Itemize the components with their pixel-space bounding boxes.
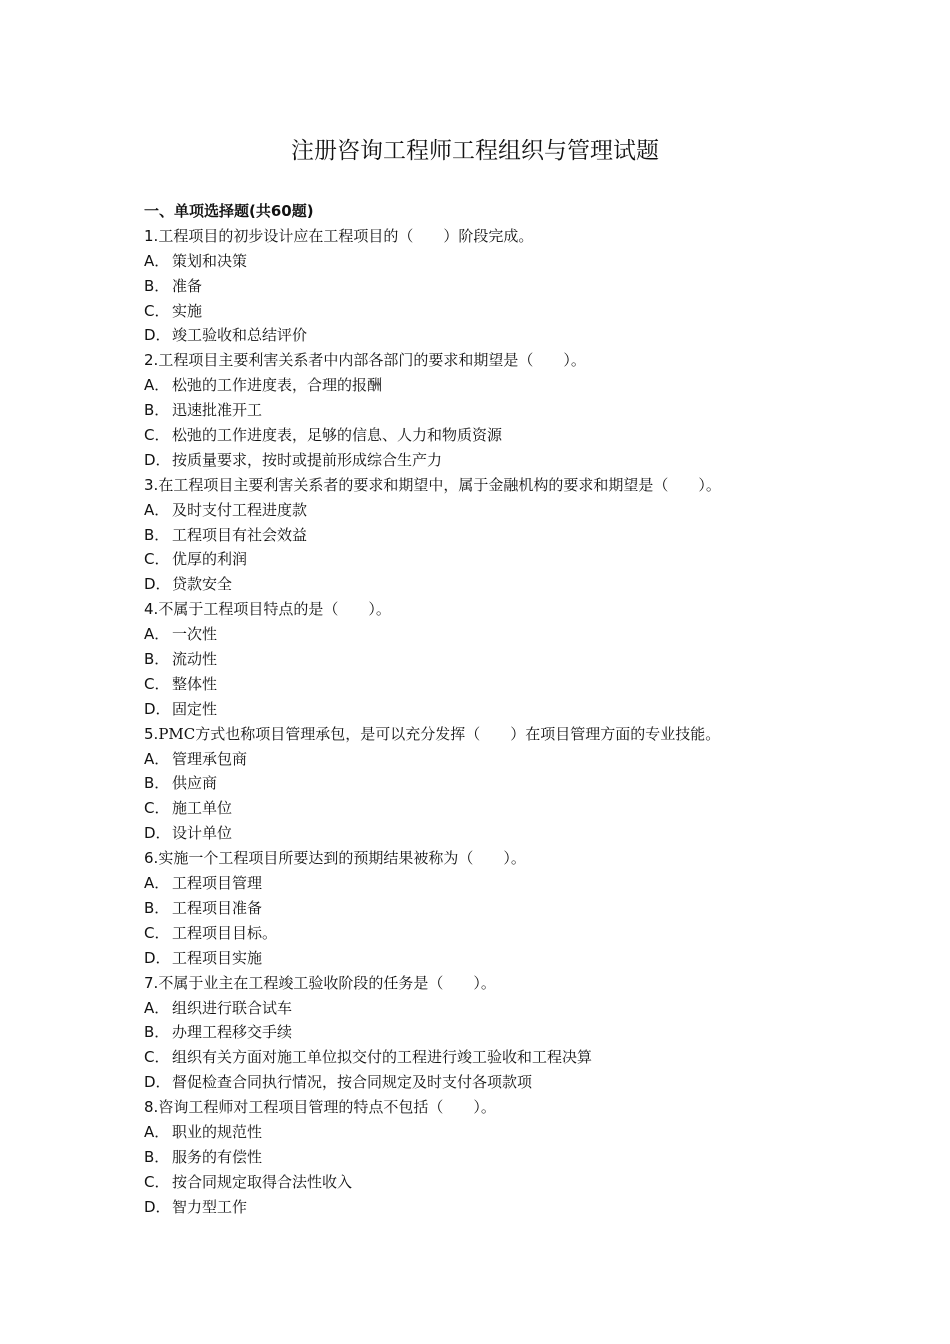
answer-option: [144, 498, 844, 523]
question-text: 在工程项目主要利害关系者的要求和期望中，属于金融机构的要求和期望是（ ）。: [158, 475, 721, 494]
option-letter: C．: [144, 426, 170, 445]
option-text: 智力型工作: [172, 1197, 248, 1216]
answer-option: [144, 274, 844, 299]
question-number: 1.: [144, 226, 159, 245]
option-letter: C．: [144, 1048, 170, 1067]
answer-option: [144, 622, 844, 647]
option-letter: B．: [144, 898, 170, 917]
option-letter: D．: [144, 575, 171, 594]
option-letter: D．: [144, 1073, 171, 1092]
question-stem: [144, 224, 844, 249]
option-text: 工程项目目标。: [172, 923, 278, 942]
answer-option: [144, 871, 844, 896]
option-letter: C．: [144, 674, 170, 693]
option-letter: D．: [144, 1197, 171, 1216]
option-text: 松弛的工作进度表，合理的报酬: [172, 376, 383, 395]
answer-option: [144, 996, 844, 1021]
option-text: 设计单位: [172, 824, 233, 843]
answer-option: [144, 921, 844, 946]
option-text: 组织进行联合试车: [172, 998, 293, 1017]
option-text: 办理工程移交手续: [172, 1023, 293, 1042]
option-letter: C．: [144, 1172, 170, 1191]
option-letter: A．: [144, 500, 170, 519]
option-text: 策划和决策: [172, 251, 248, 270]
option-text: 管理承包商: [172, 749, 248, 768]
answer-option: [144, 323, 844, 348]
document-body: [144, 199, 844, 1220]
option-letter: C．: [144, 550, 170, 569]
option-letter: C．: [144, 923, 170, 942]
answer-option: [144, 373, 844, 398]
question-number: 3.: [144, 475, 159, 494]
answer-option: [144, 747, 844, 772]
option-text: 及时支付工程进度款: [172, 500, 308, 519]
option-text: 按质量要求，按时或提前形成综合生产力: [172, 450, 443, 469]
question-text: 工程项目主要利害关系者中内部各部门的要求和期望是（ ）。: [158, 351, 586, 370]
option-text: 服务的有偿性: [172, 1147, 263, 1166]
option-letter: A．: [144, 625, 170, 644]
answer-option: [144, 1145, 844, 1170]
answer-option: [144, 946, 844, 971]
question-number: 6.: [144, 849, 159, 868]
question-number: 7.: [144, 973, 159, 992]
option-letter: B．: [144, 1023, 170, 1042]
option-text: 整体性: [172, 674, 218, 693]
option-text: 流动性: [172, 650, 218, 669]
answer-option: [144, 821, 844, 846]
question-number: 2.: [144, 351, 159, 370]
answer-option: [144, 1020, 844, 1045]
question-text: 工程项目的初步设计应在工程项目的（ ）阶段完成。: [158, 226, 534, 245]
answer-option: [144, 672, 844, 697]
option-text: 工程项目准备: [172, 898, 263, 917]
question-stem: [144, 722, 844, 747]
option-letter: B．: [144, 276, 170, 295]
option-text: 按合同规定取得合法性收入: [172, 1172, 353, 1191]
option-text: 职业的规范性: [172, 1122, 263, 1141]
option-text: 实施: [172, 301, 203, 320]
answer-option: [144, 896, 844, 921]
question-text: PMC方式也称项目管理承包，是可以充分发挥（ ）在项目管理方面的专业技能。: [158, 724, 721, 743]
question-number: 4.: [144, 600, 159, 619]
option-text: 迅速批准开工: [172, 401, 263, 420]
option-text: 优厚的利润: [172, 550, 248, 569]
option-text: 组织有关方面对施工单位拟交付的工程进行竣工验收和工程决算: [172, 1048, 593, 1067]
question-number: 8.: [144, 1098, 159, 1117]
answer-option: [144, 423, 844, 448]
question-number: 5.: [144, 724, 159, 743]
option-letter: C．: [144, 301, 170, 320]
option-letter: A．: [144, 376, 170, 395]
option-letter: D．: [144, 450, 171, 469]
option-letter: D．: [144, 824, 171, 843]
option-letter: A．: [144, 1122, 170, 1141]
question-stem: [144, 348, 844, 373]
answer-option: [144, 547, 844, 572]
option-text: 固定性: [172, 699, 218, 718]
answer-option: [144, 771, 844, 796]
option-letter: B．: [144, 774, 170, 793]
option-letter: B．: [144, 1147, 170, 1166]
option-letter: B．: [144, 525, 170, 544]
option-text: 工程项目有社会效益: [172, 525, 308, 544]
answer-option: [144, 796, 844, 821]
section-heading: 一、单项选择题(共60题): [144, 202, 314, 220]
option-letter: D．: [144, 948, 171, 967]
option-text: 松弛的工作进度表，足够的信息、人力和物质资源: [172, 426, 503, 445]
option-letter: A．: [144, 998, 170, 1017]
option-text: 督促检查合同执行情况，按合同规定及时支付各项款项: [172, 1073, 533, 1092]
option-text: 供应商: [172, 774, 218, 793]
option-letter: D．: [144, 326, 171, 345]
question-text: 不属于工程项目特点的是（ ）。: [158, 600, 391, 619]
option-letter: C．: [144, 799, 170, 818]
answer-option: [144, 249, 844, 274]
answer-option: [144, 523, 844, 548]
option-text: 准备: [172, 276, 203, 295]
answer-option: [144, 398, 844, 423]
answer-option: [144, 697, 844, 722]
question-text: 咨询工程师对工程项目管理的特点不包括（ ）。: [158, 1098, 496, 1117]
question-stem: [144, 473, 844, 498]
option-text: 施工单位: [172, 799, 233, 818]
option-letter: A．: [144, 251, 170, 270]
option-letter: B．: [144, 401, 170, 420]
question-list: [144, 224, 844, 1220]
answer-option: [144, 1120, 844, 1145]
option-letter: B．: [144, 650, 170, 669]
answer-option: [144, 1195, 844, 1220]
answer-option: [144, 1070, 844, 1095]
option-letter: A．: [144, 749, 170, 768]
question-stem: [144, 846, 844, 871]
question-stem: [144, 597, 844, 622]
answer-option: [144, 1045, 844, 1070]
question-text: 不属于业主在工程竣工验收阶段的任务是（ ）。: [158, 973, 496, 992]
answer-option: [144, 647, 844, 672]
question-stem: [144, 971, 844, 996]
answer-option: [144, 299, 844, 324]
option-text: 工程项目管理: [172, 874, 263, 893]
question-stem: [144, 1095, 844, 1120]
answer-option: [144, 448, 844, 473]
option-text: 竣工验收和总结评价: [172, 326, 308, 345]
document-title: 注册咨询工程师工程组织与管理试题: [291, 138, 659, 164]
answer-option: [144, 1170, 844, 1195]
answer-option: [144, 572, 844, 597]
option-text: 贷款安全: [172, 575, 233, 594]
option-letter: A．: [144, 874, 170, 893]
question-text: 实施一个工程项目所要达到的预期结果被称为（ ）。: [158, 849, 526, 868]
option-text: 一次性: [172, 625, 218, 644]
option-letter: D．: [144, 699, 171, 718]
option-text: 工程项目实施: [172, 948, 263, 967]
